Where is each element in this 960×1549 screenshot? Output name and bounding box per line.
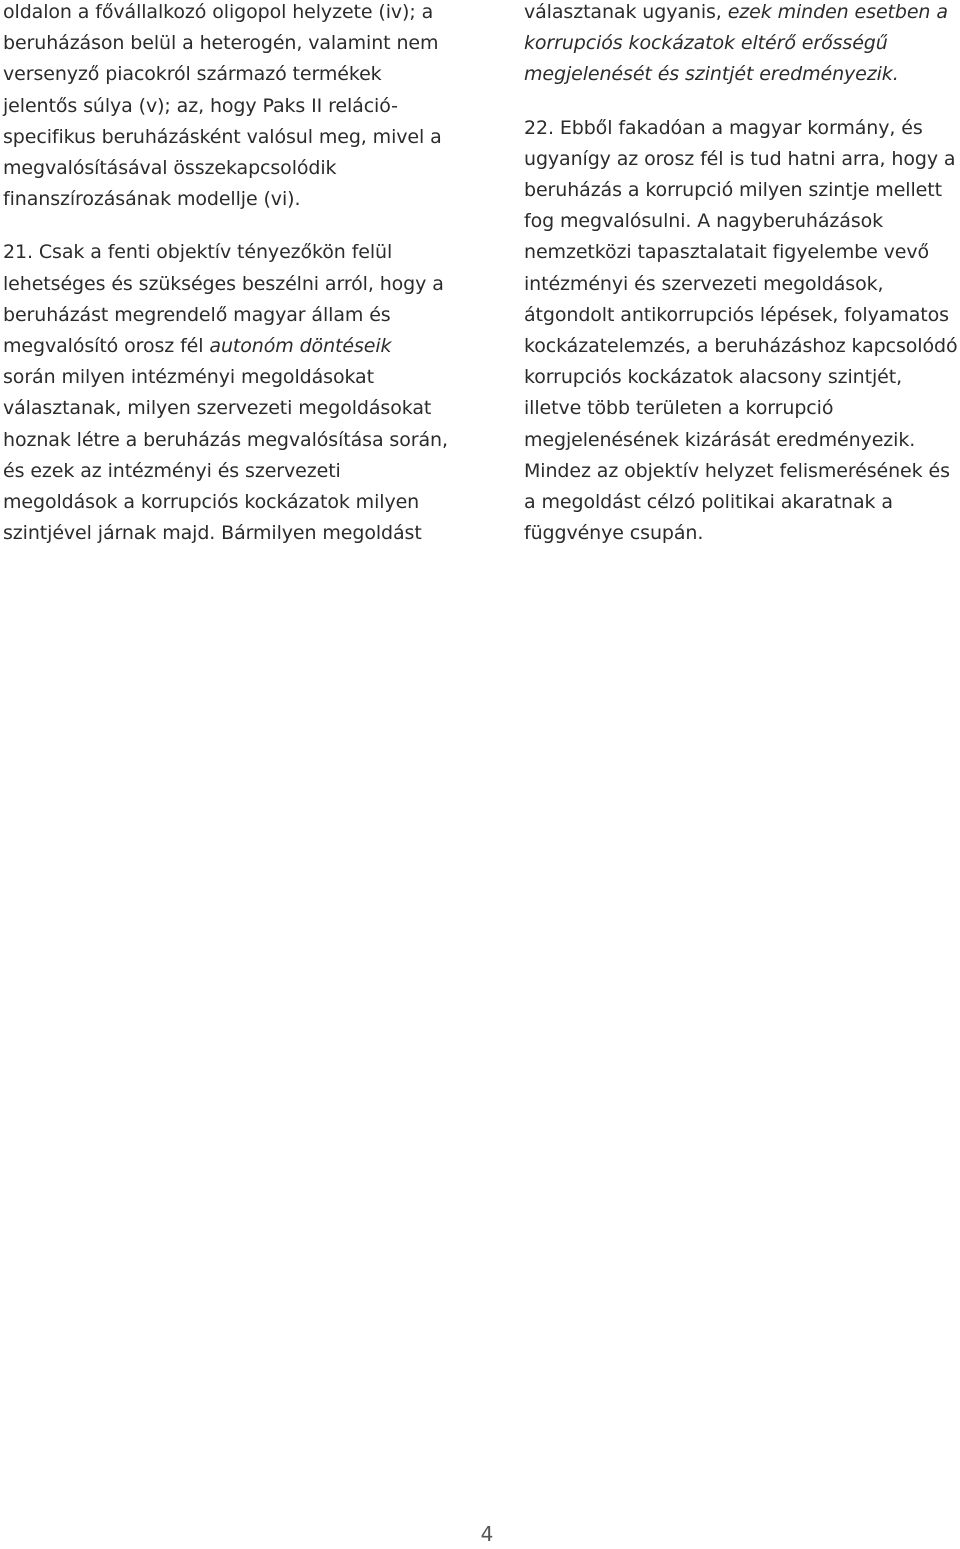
text-line: intézményi és szervezeti megoldások, [524,272,884,295]
text-line: során milyen intézményi megoldásokat [3,366,374,389]
text-line: megjelenésének kizárását eredményezik. [524,428,916,451]
text-line: megoldások a korrupciós kockázatok milyen [3,491,420,514]
emphasis-text: korrupciós kockázatok eltérő erősségű [524,32,888,55]
paragraph-21 [3,237,453,549]
text-line: lehetséges és szükséges beszélni arról, hogy a [3,272,444,295]
text-line: beruházás a korrupció milyen szintje mellett [524,179,942,202]
text-line: oldalon a fővállalkozó oligopol helyzete (iv); a [3,1,434,23]
page-number: 4 [480,1522,494,1546]
text-line: beruházást megrendelő magyar állam és [3,303,391,326]
paragraph-22 [524,113,960,550]
text-line: specifikus beruházásként valósul meg, mivel a [3,125,442,148]
text-line: függvénye csupán. [524,522,704,545]
text-line: a megoldást célzó politikai akaratnak a [524,491,893,514]
text-line: szintjével járnak majd. Bármilyen megoldást [3,522,422,545]
text-line: megvalósításával összekapcsolódik [3,157,337,180]
text-line: átgondolt antikorrupciós lépések, folyamatos [524,303,949,326]
text-line: illetve több területen a korrupció [524,397,834,420]
text-segment: választanak ugyanis, [524,1,728,23]
text-line: Mindez az objektív helyzet felismerésének és [524,459,950,482]
left-column [3,0,453,549]
text-line: finanszírozásának modellje (vi). [3,188,301,211]
paragraph-continuation [3,0,453,215]
text-line: versenyző piacokról származó termékek [3,63,382,86]
text-line: korrupciós kockázatok alacsony szintjét, [524,366,903,389]
text-line: beruházáson belül a heterogén, valamint nem [3,32,439,55]
text-line: kockázatelemzés, a beruházáshoz kapcsolódó [524,335,958,358]
emphasis-text: autonóm döntéseik [209,335,392,358]
text-line: és ezek az intézményi és szervezeti [3,459,341,482]
right-column [524,0,960,549]
text-line: jelentős súlya (v); az, hogy Paks II reláció- [3,94,398,117]
text-line: fog megvalósulni. A nagyberuházások [524,210,884,233]
text-line: választanak, milyen szervezeti megoldásokat [3,397,432,420]
text-line: 22. Ebből fakadóan a magyar kormány, és [524,116,923,139]
text-line [3,331,453,362]
paragraph-continuation-right [524,0,960,91]
text-line: hoznak létre a beruházás megvalósítása során, [3,428,448,451]
emphasis-text: megjelenését és szintjét eredményezik. [524,63,899,86]
text-line [524,0,960,28]
text-segment: megvalósító orosz fél [3,335,210,358]
text-line: 21. Csak a fenti objektív tényezőkön felül [3,241,393,264]
emphasis-text: ezek minden esetben a [727,1,948,23]
text-line: ugyanígy az orosz fél is tud hatni arra, hogy a [524,147,956,170]
text-line: nemzetközi tapasztalatait figyelembe vevő [524,241,930,264]
